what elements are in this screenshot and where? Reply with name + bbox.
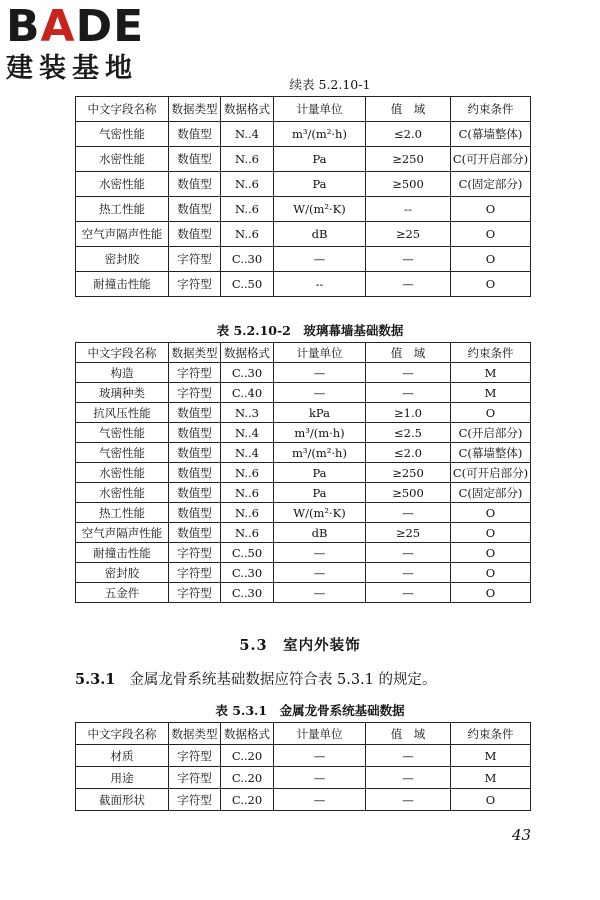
table-cell: — xyxy=(366,789,451,811)
column-header: 值 域 xyxy=(366,723,451,745)
table-cell: C..50 xyxy=(221,543,274,563)
table2-caption: 表 5.2.10-2 玻璃幕墙基础数据 xyxy=(216,323,404,338)
table-cell: 数值型 xyxy=(169,172,221,197)
table-cell: 数值型 xyxy=(169,122,221,147)
table-cell: 数值型 xyxy=(169,403,221,423)
column-header: 约束条件 xyxy=(451,343,531,363)
table-cell: 字符型 xyxy=(169,272,221,297)
table-cell: ≤2.0 xyxy=(366,122,451,147)
table-cell: 字符型 xyxy=(169,767,221,789)
table-header-row xyxy=(76,97,531,122)
table-cell: ≥500 xyxy=(366,483,451,503)
table-cell: O xyxy=(451,583,531,603)
table-cell: ≤2.0 xyxy=(366,443,451,463)
table-cell: — xyxy=(366,383,451,403)
column-header: 计量单位 xyxy=(274,97,366,122)
table-cell: ≥1.0 xyxy=(366,403,451,423)
table-cell: 水密性能 xyxy=(76,172,169,197)
table-cell: 字符型 xyxy=(169,383,221,403)
table-header-row xyxy=(76,723,531,745)
table-row xyxy=(76,483,531,503)
table-cell: N..6 xyxy=(221,503,274,523)
table-row xyxy=(76,423,531,443)
table-cell: N..6 xyxy=(221,197,274,222)
table-cell: 截面形状 xyxy=(76,789,169,811)
column-header: 中文字段名称 xyxy=(76,723,169,745)
table-cell: Pa xyxy=(274,172,366,197)
table-cell: 水密性能 xyxy=(76,483,169,503)
table-row xyxy=(76,767,531,789)
column-header: 数据格式 xyxy=(221,343,274,363)
logo-text-chinese: 建装基地 xyxy=(6,53,138,84)
column-header: 中文字段名称 xyxy=(76,97,169,122)
table-cell: — xyxy=(366,247,451,272)
table-cell: 抗风压性能 xyxy=(76,403,169,423)
clause-number: 5.3.1 xyxy=(75,671,116,688)
table-row xyxy=(76,789,531,811)
table-cell: 构造 xyxy=(76,363,169,383)
table-cell: — xyxy=(366,363,451,383)
table-cell: O xyxy=(451,563,531,583)
table-cell: 数值型 xyxy=(169,222,221,247)
table-cell: N..6 xyxy=(221,222,274,247)
table-cell: 水密性能 xyxy=(76,147,169,172)
table-cell: 玻璃种类 xyxy=(76,383,169,403)
table-cell: 数值型 xyxy=(169,443,221,463)
table-cell: C..30 xyxy=(221,583,274,603)
clause-5-3-1 xyxy=(75,668,437,689)
table-cell: 字符型 xyxy=(169,583,221,603)
table-cell: — xyxy=(366,543,451,563)
table-cell: m³/(m²·h) xyxy=(274,122,366,147)
table-cell: 五金件 xyxy=(76,583,169,603)
column-header: 计量单位 xyxy=(274,343,366,363)
table-cell: m³/(m·h) xyxy=(274,423,366,443)
table-cell: ≥250 xyxy=(366,463,451,483)
table-cell: C(幕墙整体) xyxy=(451,122,531,147)
column-header: 数据类型 xyxy=(169,343,221,363)
table-cell: C..30 xyxy=(221,563,274,583)
table-cell: 数值型 xyxy=(169,503,221,523)
table-row xyxy=(76,563,531,583)
table-cell: O xyxy=(451,403,531,423)
table-cell: m³/(m²·h) xyxy=(274,443,366,463)
table-cell: — xyxy=(274,583,366,603)
table-cell: dB xyxy=(274,523,366,543)
table-cell: 热工性能 xyxy=(76,503,169,523)
table-row xyxy=(76,443,531,463)
table-cell: — xyxy=(274,383,366,403)
table-cell: O xyxy=(451,197,531,222)
table-cell: 热工性能 xyxy=(76,197,169,222)
table-cell: 空气声隔声性能 xyxy=(76,222,169,247)
table-cell: 数值型 xyxy=(169,147,221,172)
table-row xyxy=(76,147,531,172)
table-cell: 气密性能 xyxy=(76,423,169,443)
table-cell: N..4 xyxy=(221,423,274,443)
table-cell: ≥25 xyxy=(366,523,451,543)
table-cell: N..6 xyxy=(221,483,274,503)
table-row xyxy=(76,403,531,423)
table-cell: Pa xyxy=(274,147,366,172)
column-header: 值 域 xyxy=(366,343,451,363)
table-row xyxy=(76,172,531,197)
table-cell: 数值型 xyxy=(169,197,221,222)
table-cell: O xyxy=(451,222,531,247)
table-cell: -- xyxy=(366,197,451,222)
table-cell: C(可开启部分) xyxy=(451,147,531,172)
table3-caption: 表 5.3.1 金属龙骨系统基础数据 xyxy=(215,703,405,718)
table-5-3-1 xyxy=(75,722,531,811)
table-cell: 数值型 xyxy=(169,423,221,443)
table-cell: 密封胶 xyxy=(76,247,169,272)
table-cell: — xyxy=(366,745,451,767)
table-cell: — xyxy=(274,789,366,811)
table-cell: C(可开启部分) xyxy=(451,463,531,483)
table-cell: O xyxy=(451,503,531,523)
column-header: 计量单位 xyxy=(274,723,366,745)
section-heading: 5.3 室内外装饰 xyxy=(239,637,361,654)
table-cell: kPa xyxy=(274,403,366,423)
table-row xyxy=(76,197,531,222)
table-cell: C..30 xyxy=(221,363,274,383)
table-cell: C..50 xyxy=(221,272,274,297)
table-cell: O xyxy=(451,543,531,563)
table-cell: 字符型 xyxy=(169,247,221,272)
table-row xyxy=(76,122,531,147)
table-cell: M xyxy=(451,767,531,789)
table-cell: N..6 xyxy=(221,463,274,483)
table-cell: 字符型 xyxy=(169,789,221,811)
table-header-row xyxy=(76,343,531,363)
table-cell: 密封胶 xyxy=(76,563,169,583)
column-header: 值 域 xyxy=(366,97,451,122)
table-cell: W/(m²·K) xyxy=(274,503,366,523)
table-row xyxy=(76,383,531,403)
column-header: 数据类型 xyxy=(169,723,221,745)
table-cell: — xyxy=(274,563,366,583)
table-cell: 水密性能 xyxy=(76,463,169,483)
table-cell: N..4 xyxy=(221,122,274,147)
table-cell: M xyxy=(451,383,531,403)
column-header: 约束条件 xyxy=(451,97,531,122)
table-cell: — xyxy=(366,767,451,789)
table1-caption: 续表 5.2.10-1 xyxy=(289,77,371,92)
table-cell: N..3 xyxy=(221,403,274,423)
table-cell: N..6 xyxy=(221,147,274,172)
column-header: 数据格式 xyxy=(221,723,274,745)
table-row xyxy=(76,463,531,483)
table-cell: O xyxy=(451,272,531,297)
table-cell: C(开启部分) xyxy=(451,423,531,443)
table-5-2-10-2 xyxy=(75,342,531,603)
table-cell: 字符型 xyxy=(169,363,221,383)
table-cell: 字符型 xyxy=(169,745,221,767)
clause-text: 金属龙骨系统基础数据应符合表 5.3.1 的规定。 xyxy=(129,672,437,688)
table-cell: 数值型 xyxy=(169,523,221,543)
table-cell: C..20 xyxy=(221,767,274,789)
table-cell: 字符型 xyxy=(169,563,221,583)
table-cell: N..6 xyxy=(221,172,274,197)
table-cell: W/(m²·K) xyxy=(274,197,366,222)
table-row xyxy=(76,583,531,603)
table-cell: O xyxy=(451,247,531,272)
column-header: 中文字段名称 xyxy=(76,343,169,363)
table-cell: 字符型 xyxy=(169,543,221,563)
table-cell: C(幕墙整体) xyxy=(451,443,531,463)
table-cell: C..20 xyxy=(221,789,274,811)
table-cell: 气密性能 xyxy=(76,443,169,463)
page-number: 43 xyxy=(512,826,532,844)
table-cell: — xyxy=(366,563,451,583)
table-cell: ≤2.5 xyxy=(366,423,451,443)
table-cell: 数值型 xyxy=(169,483,221,503)
table-row xyxy=(76,543,531,563)
table-cell: N..4 xyxy=(221,443,274,463)
table-row xyxy=(76,222,531,247)
table-cell: M xyxy=(451,745,531,767)
table-row xyxy=(76,523,531,543)
table-cell: 耐撞击性能 xyxy=(76,272,169,297)
table-row xyxy=(76,272,531,297)
table-cell: — xyxy=(274,363,366,383)
table-cell: dB xyxy=(274,222,366,247)
table-cell: — xyxy=(274,745,366,767)
table-cell: Pa xyxy=(274,483,366,503)
table-cell: Pa xyxy=(274,463,366,483)
table-cell: C(固定部分) xyxy=(451,172,531,197)
table-cell: ≥500 xyxy=(366,172,451,197)
table-cell: O xyxy=(451,789,531,811)
column-header: 数据格式 xyxy=(221,97,274,122)
table-cell: — xyxy=(274,543,366,563)
table-cell: — xyxy=(366,503,451,523)
logo-text-latin: BADE xyxy=(6,1,145,52)
table-cell: — xyxy=(366,583,451,603)
table-cell: 耐撞击性能 xyxy=(76,543,169,563)
table-cell: C..40 xyxy=(221,383,274,403)
table-cell: C..20 xyxy=(221,745,274,767)
table-cell: — xyxy=(366,272,451,297)
table-cell: N..6 xyxy=(221,523,274,543)
table-cell: C(固定部分) xyxy=(451,483,531,503)
table-row xyxy=(76,503,531,523)
table-cell: -- xyxy=(274,272,366,297)
table-cell: C..30 xyxy=(221,247,274,272)
column-header: 数据类型 xyxy=(169,97,221,122)
table-cell: 气密性能 xyxy=(76,122,169,147)
table-5-2-10-1-continued xyxy=(75,96,531,297)
table-cell: M xyxy=(451,363,531,383)
table-cell: 用途 xyxy=(76,767,169,789)
bade-logo xyxy=(6,1,186,90)
table-row xyxy=(76,363,531,383)
table-cell: — xyxy=(274,767,366,789)
table-cell: 数值型 xyxy=(169,463,221,483)
column-header: 约束条件 xyxy=(451,723,531,745)
table-row xyxy=(76,745,531,767)
table-cell: O xyxy=(451,523,531,543)
table-cell: 空气声隔声性能 xyxy=(76,523,169,543)
table-cell: — xyxy=(274,247,366,272)
table-cell: 材质 xyxy=(76,745,169,767)
table-cell: ≥250 xyxy=(366,147,451,172)
table-cell: ≥25 xyxy=(366,222,451,247)
table-row xyxy=(76,247,531,272)
